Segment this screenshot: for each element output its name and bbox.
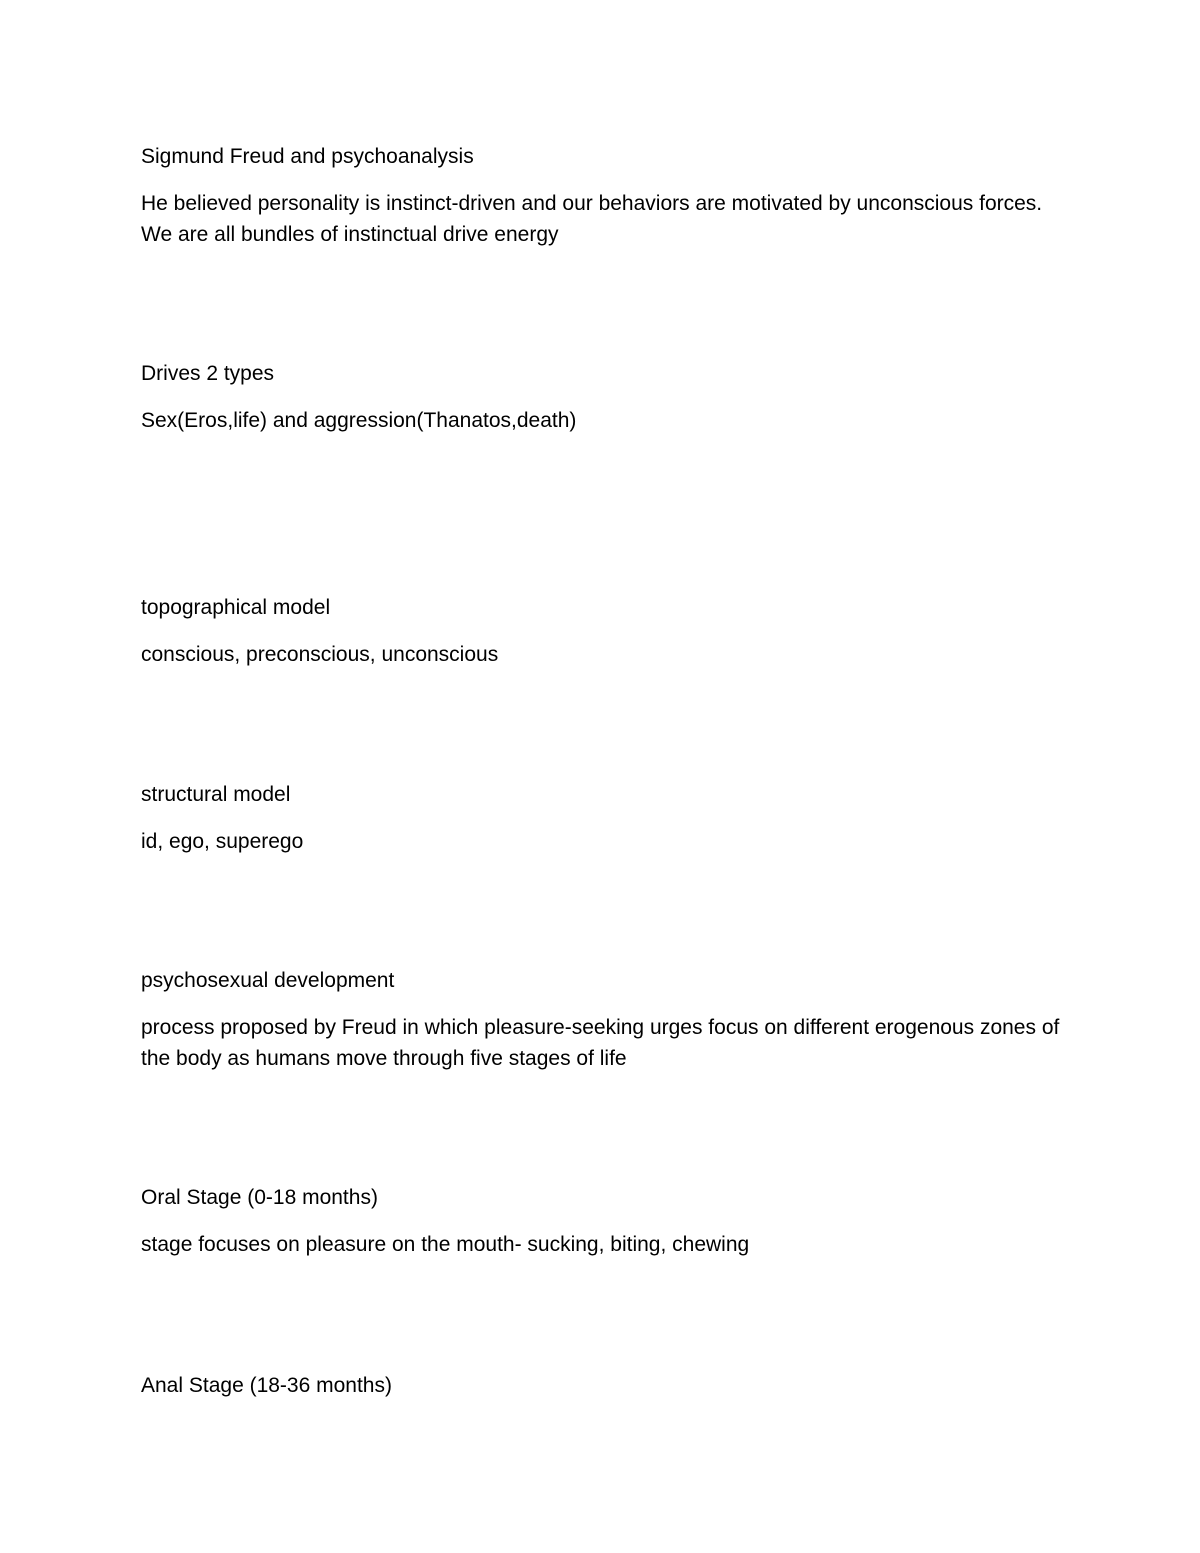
entry-body: Sex(Eros,life) and aggression(Thanatos,death) (141, 409, 577, 432)
entry-heading: psychosexual development (141, 969, 395, 992)
entry-heading: Sigmund Freud and psychoanalysis (141, 145, 474, 168)
entry-body: stage focuses on pleasure on the mouth- sucking, biting, chewing (141, 1233, 750, 1256)
entry-heading: Anal Stage (18-36 months) (141, 1374, 392, 1397)
entry-body: process proposed by Freud in which pleasure-seeking urges focus on different erogenous zones of the body as humans move through five stages of life (141, 1016, 1060, 1070)
entry-heading: topographical model (141, 596, 331, 619)
entry-body: He believed personality is instinct-driven and our behaviors are motivated by unconscious forces. We are all bundles of instinctual drive energy (141, 192, 1043, 246)
entry-heading: Drives 2 types (141, 362, 275, 385)
entry-heading: structural model (141, 783, 291, 806)
entry-heading: Oral Stage (0-18 months) (141, 1186, 378, 1209)
entry-body: conscious, preconscious, unconscious (141, 643, 499, 666)
entry-body: id, ego, superego (141, 830, 304, 853)
